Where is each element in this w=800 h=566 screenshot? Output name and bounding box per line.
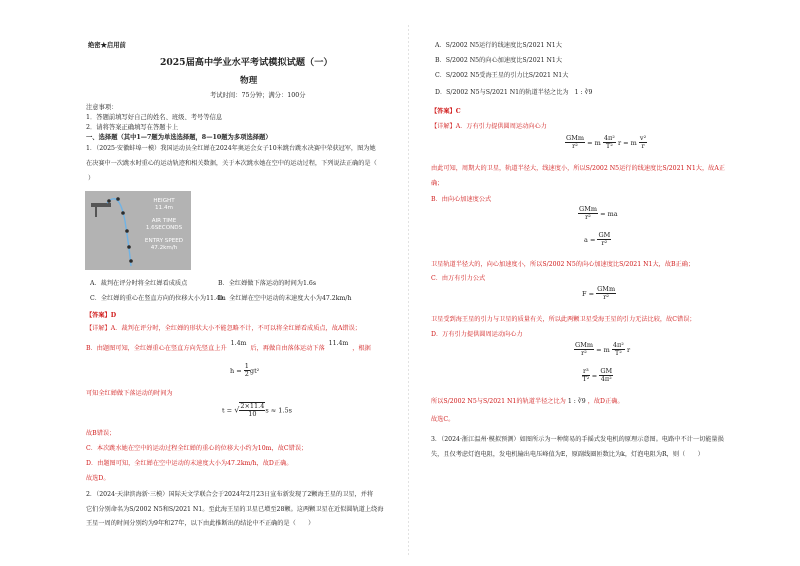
q1-explanation-b: B．由题图可知，全红婵重心在竖直方向先竖直上升1.4m后，再做自由落体运动下落11.4m，根据 — [86, 340, 371, 352]
q3-stem-line2: 失，且仅考虑灯泡电阻，发电机输出电压峰值为E，原副线圈匝数比为k，灯泡电阻为R，则（ ） — [431, 451, 704, 458]
q2-option-d: D．S/2002 N5与S/2021 N1的轨道半径之比为 1 : ∛9 — [435, 89, 593, 96]
q2-explanation-e: 卫星轨道半径大的，向心加速度小，所以S/2002 N5的向心加速度比S/2021 N1大，故B正确； — [431, 261, 695, 268]
q2-explanation-h: D．万有引力提供圆周运动向心力 — [431, 331, 523, 338]
q2-option-b: B．S/2002 N5的向心加速度比S/2021 N1大 — [435, 57, 563, 64]
q2-equation-d2: $\frac{\text{r³}}{\text{T²}}$ = $\frac{GM}{\text{4π²}}$ — [582, 367, 613, 384]
q1-stem-line3: ） — [88, 175, 95, 182]
q1-stem-line1: 1．（2025·安徽蚌埠一模）我国运动员全红婵在2024年奥运会女子10米跳台跳水决赛中荣获冠军，图为她 — [86, 145, 376, 152]
note-1: 1．答题前填写好自己的姓名、班级、考号等信息 — [86, 114, 223, 121]
exam-title: 2025届高中学业水平考试模拟试题（一） — [160, 57, 333, 68]
q2-explanation-i: 所以S/2002 N5与S/2021 N1的轨道半径之比为 1 : ∛9 ，故D正确。 — [431, 398, 624, 405]
q1-explanation-c: 可知全红婵做下落运动的时间为 — [86, 390, 173, 397]
q1-explanation-a: 【详解】A．裁判在评分时，全红婵的形状大小不能忽略不计，不可以将全红婵看成质点，故A错误； — [86, 325, 361, 332]
q2-explanation-j: 故选C。 — [431, 416, 455, 423]
diving-photo — [85, 191, 191, 270]
q2-explanation-f: C．由万有引力公式 — [431, 275, 486, 282]
q1-option-d: D．全红婵在空中运动的末速度大小为47.2km/h — [218, 295, 352, 302]
q1-explanation-f: D．由题图可知，全红婵在空中运动的末速度大小为47.2km/h，故D正确。 — [86, 460, 293, 467]
photo-label-airtime: AIR TIME — [151, 218, 177, 224]
q2-stem-line1: 2．（2024·天津滨海新·三模）国际天文学联合会于2024年2月23日宣布新发现了2颗海王星的卫星，并将 — [86, 491, 374, 498]
note-2: 2．请将答案正确填写在答题卡上 — [86, 124, 179, 131]
q1-explanation-d: 故B错误； — [86, 430, 116, 437]
q2-equation-a: $\frac{\text{GMm}}{\text{r²}}$ = m $\frac{\text{4π²}}{\text{T²}}$ r = m $\frac{\text{v²}}{r}$ — [566, 134, 647, 151]
exam-info: 考试时间：75分钟；满分：100分 — [210, 92, 306, 99]
q2-stem-line3: 王星一周的时间分别约为9年和27年，以下由此推断出的结论中不正确的是（ ） — [86, 520, 315, 527]
q2-stem-line2: 它们分别命名为S/2002 N5和S/2021 N1。至此海王星的卫星已增至28颗。这两颗卫星在近似圆轨道上绕海 — [86, 506, 384, 513]
photo-label-height: HEIGHT — [153, 198, 175, 204]
q2-equation-b1: $\frac{\text{GMm}}{\text{r²}}$ = ma — [579, 205, 618, 222]
subject-title: 物理 — [240, 76, 258, 86]
q2-equation-d1: $\frac{\text{GMm}}{\text{r²}}$ = m $\frac{\text{4π²}}{\text{T²}}$ r — [575, 341, 631, 358]
q2-option-c: C．S/2002 N5受海王星的引力比S/2021 N1大 — [435, 72, 569, 79]
q2-explanation-d: B．由向心加速度公式 — [431, 196, 492, 203]
q1-option-a: A．裁判在评分时将全红婵看成质点 — [90, 280, 188, 287]
q2-answer: 【答案】C — [431, 108, 461, 115]
q1-option-b: B．全红婵做下落运动的时间为1.6s — [218, 280, 316, 287]
photo-value-height: 11.4m — [155, 205, 173, 211]
column-divider — [408, 25, 409, 555]
photo-label-speed: ENTRY SPEED — [144, 238, 184, 244]
q2-explanation-c: 确； — [431, 180, 444, 187]
confidential-mark: 绝密★启用前 — [88, 42, 126, 49]
q1-explanation-e: C．本次跳水她在空中的运动过程全红婵的重心的位移大小约为10m，故C错误； — [86, 445, 308, 452]
q2-equation-b2: a = $\frac{GM}{\text{r²}}$ — [584, 231, 611, 248]
photo-value-speed: 47.2km/h — [150, 245, 178, 251]
q1-option-c: C．全红婵的重心在竖直方向的位移大小为11.4m — [90, 295, 226, 302]
q1-equation-2: t = √ $\frac{2\times 11.4}{10}$ s ≈ 1.5s — [222, 402, 292, 419]
q2-explanation-b: 由此可知，周期大的卫星，轨道半径大，线速度小，所以S/2002 N5运行的线速度比S/2021 N1大，故A正 — [431, 165, 725, 172]
q2-option-a: A．S/2002 N5运行的线速度比S/2021 N1大 — [435, 42, 562, 49]
q2-equation-c: F = $\frac{\text{GMm}}{\text{r²}}$ — [582, 285, 616, 302]
q1-equation-1: h = $\frac{1}{2}$ gt² — [230, 362, 260, 379]
notes-heading: 注意事项： — [86, 104, 118, 111]
q1-explanation-g: 故选D。 — [86, 475, 110, 482]
photo-value-airtime: 1.6SECONDS — [145, 225, 183, 231]
q2-explanation-a: 【详解】A．万有引力提供圆周运动向心力 — [431, 123, 547, 130]
section-heading: 一、选择题（其中1—7题为单选选择题，8—10题为多项选择题） — [86, 134, 272, 141]
q2-explanation-g: 卫星受到海王星的引力与卫星的质量有关，所以此两颗卫星受海王星的引力无法比较，故C错误； — [431, 316, 696, 323]
q1-stem-line2: 在决赛中一次跳水时重心的运动轨迹和相关数据，关于本次跳水她在空中的运动过程，下列说法正确的是（ — [86, 160, 377, 167]
q1-answer: 【答案】D — [86, 312, 117, 319]
q3-stem-line1: 3．（2024·浙江温州·模拟预测）如图所示为一种简易的手摇式发电机的原理示意图。电路中不计一切能量损 — [431, 436, 724, 443]
